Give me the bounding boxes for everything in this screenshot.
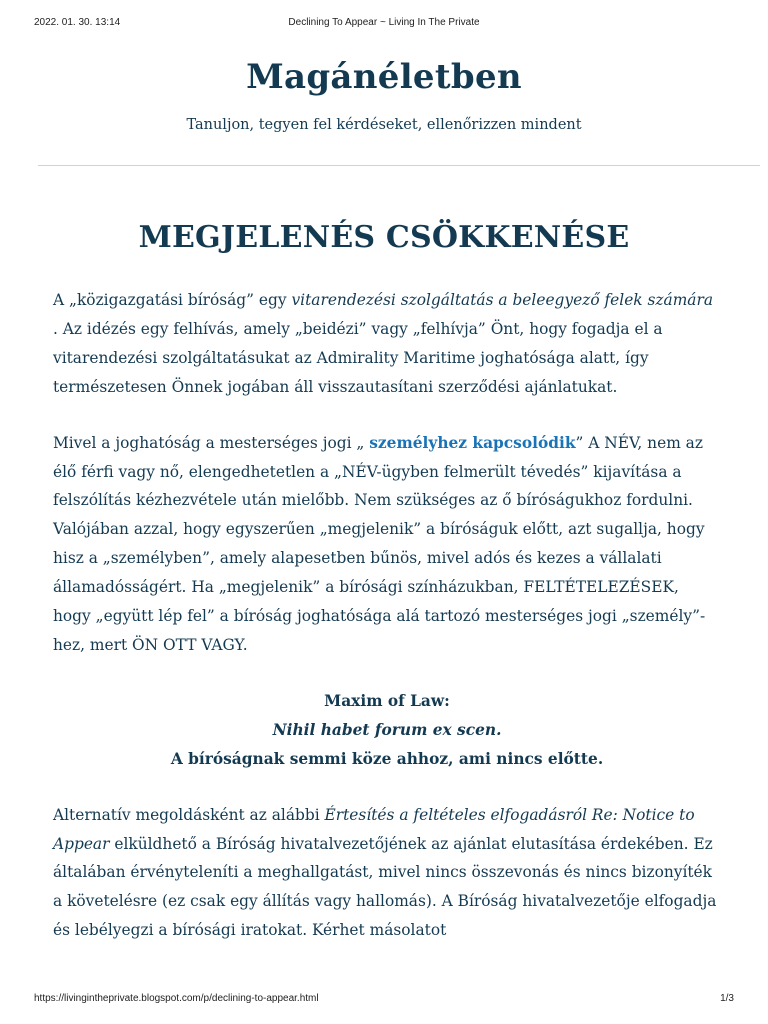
maxim-block [53,687,721,774]
print-document-title: Declining To Appear ~ Living In The Private [288,17,480,28]
p3-text-b: elküldhető a Bíróság hivatalvezetőjének az ajánlat elutasítása érdekében. Ez általában érvényteleníti a meghallgatást, mivel nincs összevonás és nincs bizonyíték a követelésre (ez csak egy állítás vagy hallomás). A Bíróság hivatalvezetője elfogadja és lebélyegzi a bírósági iratokat. Kérhet másolatot [53,834,717,940]
print-footer [34,993,734,1007]
paragraph-2 [53,429,721,660]
print-page-number: 1/3 [720,993,734,1004]
p1-text-a: A „közigazgatási bíróság” egy [53,291,292,309]
blog-title[interactable]: Magánéletben [246,57,522,97]
print-header [34,17,734,31]
post-body [53,286,721,972]
link-szemelyhez-kapcsolodik[interactable]: személyhez kapcsolódik [369,433,576,452]
header-divider [38,165,760,166]
maxim-translation: A bíróságnak semmi köze ahhoz, ami nincs előtte. [170,749,604,768]
blog-description: Tanuljon, tegyen fel kérdéseket, ellenőrizzen mindent [186,117,582,133]
print-datetime: 2022. 01. 30. 13:14 [34,17,121,28]
post-title: MEGJELENÉS CSÖKKENÉSE [138,220,630,255]
p2-text-a: Mivel a joghatóság a mesterséges jogi „ [53,433,370,452]
print-url: https://livingintheprivate.blogspot.com/p/declining-to-appear.html [34,993,319,1004]
p2-text-b: ” A NÉV, nem az élő férfi vagy nő, elengedhetetlen a „NÉV-ügyben felmerült tévedés” kijavítása a felszólítás kézhezvétele után mielőbb. Nem szükséges az ő bíróságukhoz fordulni. Valójában azzal, hogy egyszerűen „megjelenik” a bíróságuk előtt, azt sugallja, hogy hisz a „személyben”, amely alapesetben bűnös, mivel adós és kezes a vállalati államadósságért. Ha „megjelenik” a bírósági színházukban, FELTÉTELEZÉSEK, hogy „együtt lép fel” a bíróság joghatósága alá tartozó mesterséges jogi „személy”-hez, mert ÖN OTT VAGY. [53,433,706,654]
p1-italic: vitarendezési szolgáltatás a beleegyező felek számára [291,291,714,309]
maxim-latin: Nihil habet forum ex scen. [272,720,502,739]
p3-text-a: Alternatív megoldásként az alábbi [53,805,325,824]
p1-text-b: . Az idézés egy felhívás, amely „beidézi” vagy „felhívja” Önt, hogy fogadja el a vitarendezési szolgáltatásukat az Admirality Maritime joghatósága alatt, így természetesen Önnek jogában áll visszautasítani szerződési ajánlatukat. [53,319,663,396]
paragraph-1 [53,286,721,402]
paragraph-3 [53,801,721,946]
p3-italic: Értesítés a feltételes elfogadásról Re: Notice to Appear [53,805,695,853]
maxim-heading: Maxim of Law: [324,691,450,710]
